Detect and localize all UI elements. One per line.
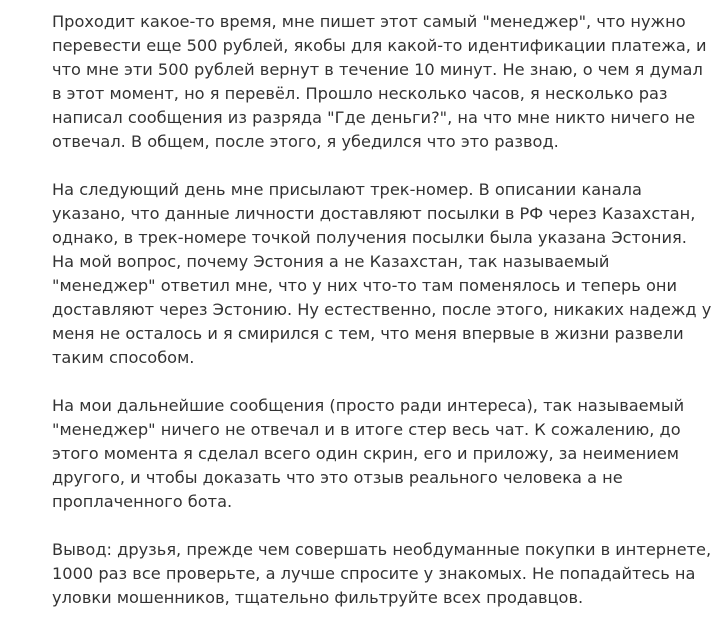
text-line: в этот момент, но я перевёл. Прошло несколько часов, я несколько раз <box>52 84 668 103</box>
text-line: На мой вопрос, почему Эстония а не Казахстан, так называемый <box>52 252 610 271</box>
text-line: На следующий день мне присылают трек-номер. В описании канала <box>52 180 642 199</box>
text-line: перевести еще 500 рублей, якобы для какой-то идентификации платежа, и <box>52 36 707 55</box>
text-line: На мои дальнейшие сообщения (просто ради интереса), так называемый <box>52 396 685 415</box>
text-line: что мне эти 500 рублей вернут в течение 10 минут. Не знаю, о чем я думал <box>52 60 703 79</box>
text-line: указано, что данные личности доставляют посылки в РФ через Казахстан, <box>52 204 696 223</box>
text-line: проплаченного бота. <box>52 492 233 511</box>
text-line: этого момента я сделал всего один скрин, его и приложу, за неимением <box>52 444 679 463</box>
text-line: уловки мошенников, тщательно фильтруйте всех продавцов. <box>52 588 584 607</box>
text-line: таким способом. <box>52 348 195 367</box>
text-line: отвечал. В общем, после этого, я убедился что это развод. <box>52 132 559 151</box>
text-line: меня не осталось и я смирился с тем, что меня впервые в жизни развели <box>52 324 684 343</box>
text-line: написал сообщения из разряда "Где деньги?", на что мне никто ничего не <box>52 108 696 127</box>
text-line: Вывод: друзья, прежде чем совершать необдуманные покупки в интернете, <box>52 540 712 559</box>
article-body <box>52 10 712 610</box>
paragraph-conclusion <box>52 538 712 610</box>
text-line: "менеджер" ничего не отвечал и в итоге стер весь чат. К сожалению, до <box>52 420 681 439</box>
paragraph-chat-deleted <box>52 394 712 514</box>
paragraph-payment <box>52 10 712 154</box>
text-line: однако, в трек-номере точкой получения посылки была указана Эстония. <box>52 228 687 247</box>
text-line: 1000 раз все проверьте, а лучше спросите у знакомых. Не попадайтесь на <box>52 564 696 583</box>
paragraph-tracking <box>52 178 712 370</box>
text-line: доставляют через Эстонию. Ну естественно, после этого, никаких надежд у <box>52 300 712 319</box>
text-line: другого, и чтобы доказать что это отзыв реального человека а не <box>52 468 623 487</box>
text-line: "менеджер" ответил мне, что у них что-то там поменялось и теперь они <box>52 276 677 295</box>
text-line: Проходит какое-то время, мне пишет этот самый "менеджер", что нужно <box>52 12 686 31</box>
